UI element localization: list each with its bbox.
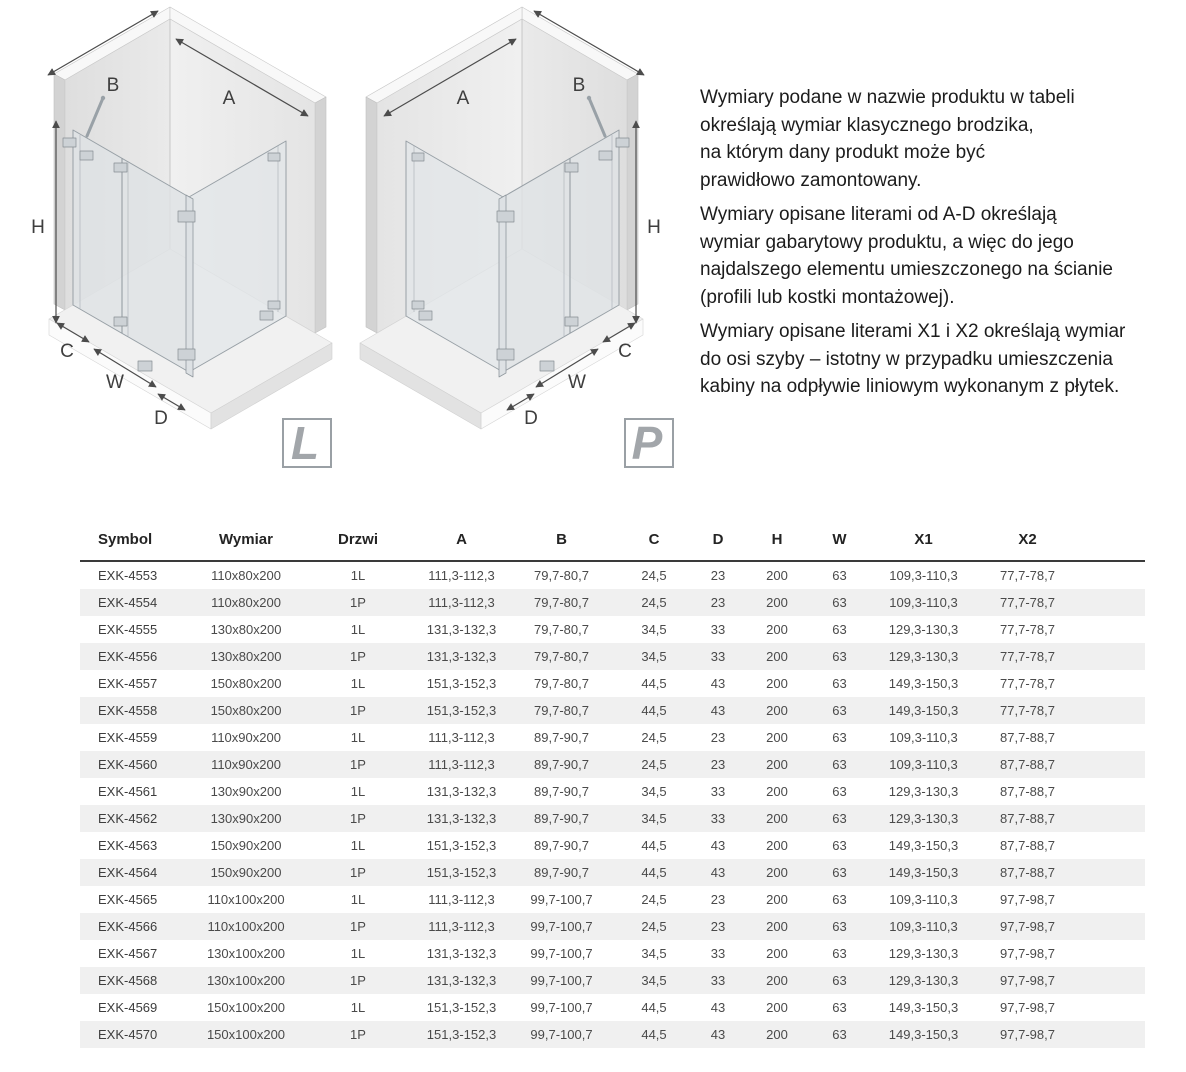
table-cell: 24,5	[641, 730, 667, 745]
floor-clamp	[260, 311, 273, 320]
table-cell: 150x80x200	[210, 703, 282, 718]
table-cell: 24,5	[641, 919, 667, 934]
table-cell: EXK-4561	[98, 784, 158, 799]
table-cell: 24,5	[641, 595, 667, 610]
door-handle-knob	[101, 96, 105, 100]
table-cell: 77,7-78,7	[1000, 649, 1055, 664]
column-header: W	[812, 518, 867, 561]
table-cell: 87,7-88,7	[1000, 811, 1055, 826]
table-row	[80, 643, 1145, 670]
table-cell: 150x90x200	[210, 838, 282, 853]
table-cell: 151,3-152,3	[426, 676, 497, 691]
table-cell: 44,5	[641, 1027, 667, 1042]
table-cell: 200	[766, 811, 788, 826]
table-cell: EXK-4567	[98, 946, 158, 961]
table-cell: 97,7-98,7	[1000, 1000, 1055, 1015]
hinge-bracket	[565, 317, 578, 326]
table-cell: 129,3-130,3	[888, 946, 959, 961]
table-cell: 1L	[350, 622, 366, 637]
table-cell: 24,5	[641, 892, 667, 907]
table-cell: 1P	[350, 757, 366, 772]
table-cell: 109,3-110,3	[889, 730, 958, 745]
table-cell: 77,7-78,7	[1000, 595, 1055, 610]
table-cell: 87,7-88,7	[1000, 838, 1055, 853]
table-cell: 63	[832, 649, 847, 664]
table-cell: 33	[710, 649, 726, 664]
table-cell: 63	[832, 973, 847, 988]
variant-badge-P	[624, 418, 674, 468]
variant-letter: P	[631, 417, 663, 469]
table-cell: 99,7-100,7	[530, 919, 593, 934]
table-cell: 44,5	[641, 703, 667, 718]
hinge-bracket	[80, 151, 93, 160]
table-cell: 89,7-90,7	[534, 811, 589, 826]
table-cell: 33	[710, 811, 726, 826]
table-cell: 79,7-80,7	[534, 703, 589, 718]
dimension-label-H: H	[31, 217, 45, 238]
table-cell: 97,7-98,7	[1000, 919, 1055, 934]
table-cell: 44,5	[641, 838, 667, 853]
table-cell: 149,3-150,3	[888, 838, 959, 853]
table-cell: 200	[766, 838, 788, 853]
table-cell: 200	[766, 730, 788, 745]
table-cell: 200	[766, 784, 788, 799]
table-cell: 111,3-112,3	[428, 568, 495, 583]
table-cell: 97,7-98,7	[1000, 946, 1055, 961]
wall-bracket	[412, 301, 424, 309]
table-cell: 34,5	[641, 649, 667, 664]
table-cell: 87,7-88,7	[1000, 757, 1055, 772]
table-cell: 151,3-152,3	[426, 703, 497, 718]
table-cell: 63	[832, 622, 847, 637]
wall-end-cap-right	[315, 97, 326, 333]
table-cell: 23	[710, 892, 726, 907]
table-row	[80, 697, 1145, 724]
table-cell: 43	[710, 676, 726, 691]
table-row	[80, 670, 1145, 697]
dimension-label-C: C	[618, 341, 632, 362]
table-cell: 130x100x200	[206, 973, 286, 988]
table-cell: 89,7-90,7	[534, 865, 589, 880]
spec-table-body	[80, 561, 1145, 1048]
table-row	[80, 724, 1145, 751]
table-cell: 110x90x200	[211, 757, 281, 772]
wall-bracket	[412, 153, 424, 161]
table-cell: 1L	[350, 730, 366, 745]
table-cell: EXK-4560	[98, 757, 158, 772]
spec-table	[80, 518, 1145, 1048]
post-bracket	[178, 349, 195, 360]
table-cell: 200	[766, 946, 788, 961]
table-cell: 44,5	[641, 1000, 667, 1015]
table-cell: 24,5	[641, 757, 667, 772]
shower-enclosure-drawing-L	[10, 5, 340, 470]
description-paragraph: Wymiary podane w nazwie produktu w tabeli określają wymiar klasycznego brodzika, na którym dany produkt może być prawidłowo zamontowany.	[700, 87, 1075, 191]
table-cell: 151,3-152,3	[426, 1000, 497, 1015]
hinge-bracket	[114, 163, 127, 172]
post-bracket	[497, 211, 514, 222]
table-cell: EXK-4557	[98, 676, 158, 691]
column-header: H	[742, 518, 812, 561]
dimension-label-W: W	[106, 372, 124, 393]
table-cell: 200	[766, 865, 788, 880]
table-cell: 200	[766, 649, 788, 664]
table-cell: 1L	[350, 892, 366, 907]
dimension-label-B: B	[106, 75, 120, 96]
table-cell: 63	[832, 811, 847, 826]
floor-clamp	[419, 311, 432, 320]
description	[700, 84, 1186, 408]
column-header: A	[414, 518, 509, 561]
table-cell: 151,3-152,3	[426, 1027, 497, 1042]
table-cell: 129,3-130,3	[888, 622, 959, 637]
hinge-bracket	[114, 317, 127, 326]
description-paragraph: Wymiary opisane literami X1 i X2 określają wymiar do osi szyby – istotny w przypadku umieszczenia kabiny na odpływie liniowym wykonanym z płytek.	[700, 321, 1126, 397]
table-cell: 63	[832, 730, 847, 745]
table-cell: 97,7-98,7	[1000, 1027, 1055, 1042]
table-cell: 23	[710, 595, 726, 610]
table-cell: 129,3-130,3	[888, 811, 959, 826]
table-cell: 77,7-78,7	[1000, 568, 1055, 583]
table-cell: 131,3-132,3	[426, 649, 497, 664]
table-cell: 63	[832, 676, 847, 691]
table-cell: 1P	[350, 649, 366, 664]
table-cell: 109,3-110,3	[889, 757, 958, 772]
variant-badge-L	[282, 418, 332, 468]
table-cell: 129,3-130,3	[888, 649, 959, 664]
table-cell: 130x90x200	[210, 784, 282, 799]
table-cell: EXK-4558	[98, 703, 158, 718]
table-cell: 109,3-110,3	[889, 595, 958, 610]
table-cell: 33	[710, 784, 726, 799]
table-cell: EXK-4564	[98, 865, 158, 880]
table-cell: 43	[710, 1027, 726, 1042]
table-row	[80, 913, 1145, 940]
table-cell: 200	[766, 757, 788, 772]
table-cell: 111,3-112,3	[428, 730, 495, 745]
table-cell: 23	[710, 730, 726, 745]
table-cell: 33	[710, 946, 726, 961]
variant-letter: L	[290, 417, 320, 469]
table-row	[80, 616, 1145, 643]
table-cell: 149,3-150,3	[888, 1000, 959, 1015]
table-cell: 63	[832, 757, 847, 772]
table-cell: 63	[832, 838, 847, 853]
table-row	[80, 778, 1145, 805]
table-cell: 149,3-150,3	[888, 676, 959, 691]
table-cell: 200	[766, 892, 788, 907]
table-row	[80, 886, 1145, 913]
table-cell: 200	[766, 703, 788, 718]
hinge-bracket	[599, 151, 612, 160]
table-cell: 43	[710, 703, 726, 718]
table-cell: 43	[710, 865, 726, 880]
table-cell: 79,7-80,7	[534, 568, 589, 583]
table-cell: 200	[766, 973, 788, 988]
table-cell: 34,5	[641, 973, 667, 988]
table-row	[80, 751, 1145, 778]
table-cell: 89,7-90,7	[534, 784, 589, 799]
table-cell: 200	[766, 622, 788, 637]
table-cell: 63	[832, 703, 847, 718]
floor-clamp	[540, 361, 554, 371]
table-cell: 44,5	[641, 865, 667, 880]
table-cell: 110x90x200	[211, 730, 281, 745]
table-cell: 99,7-100,7	[530, 892, 593, 907]
table-cell: 200	[766, 919, 788, 934]
door-handle-knob	[587, 96, 591, 100]
table-cell: 87,7-88,7	[1000, 865, 1055, 880]
table-cell: 111,3-112,3	[428, 892, 495, 907]
table-cell: 149,3-150,3	[888, 865, 959, 880]
table-cell: 151,3-152,3	[426, 865, 497, 880]
column-header: X1	[867, 518, 980, 561]
wall-bracket	[268, 153, 280, 161]
table-cell: 111,3-112,3	[428, 919, 495, 934]
table-cell: EXK-4559	[98, 730, 158, 745]
table-cell: 151,3-152,3	[426, 838, 497, 853]
dimension-label-C: C	[60, 341, 74, 362]
table-cell: 79,7-80,7	[534, 649, 589, 664]
description-paragraph: Wymiary opisane literami od A-D określają wymiar gabarytowy produktu, a więc do jego najdalszego elementu umieszczonego na ścianie (profili lub kostki montażowej).	[700, 204, 1113, 308]
table-cell: 63	[832, 946, 847, 961]
table-cell: 1P	[350, 973, 366, 988]
table-cell: 109,3-110,3	[889, 892, 958, 907]
table-cell: 131,3-132,3	[426, 784, 497, 799]
table-cell: 1L	[350, 568, 366, 583]
table-cell: 200	[766, 1000, 788, 1015]
table-cell: 1P	[350, 595, 366, 610]
table-cell: 97,7-98,7	[1000, 892, 1055, 907]
table-cell: EXK-4570	[98, 1027, 158, 1042]
table-cell: 63	[832, 784, 847, 799]
table-row	[80, 589, 1145, 616]
column-header: X2	[980, 518, 1145, 561]
table-cell: 63	[832, 595, 847, 610]
table-cell: 130x90x200	[210, 811, 282, 826]
table-cell: 150x100x200	[206, 1000, 286, 1015]
dimension-label-H: H	[647, 217, 661, 238]
post-bracket	[497, 349, 514, 360]
table-cell: EXK-4556	[98, 649, 158, 664]
table-cell: 200	[766, 568, 788, 583]
shower-enclosure-drawing-P	[352, 5, 682, 470]
table-row	[80, 1021, 1145, 1048]
diagram-left-variant	[10, 5, 340, 470]
table-cell: 1L	[350, 784, 366, 799]
table-header-row	[80, 518, 1145, 561]
table-row	[80, 859, 1145, 886]
column-header: Wymiar	[190, 518, 302, 561]
hinge-bracket	[565, 163, 578, 172]
post-bracket	[178, 211, 195, 222]
table-cell: 1P	[350, 1027, 366, 1042]
table-cell: 97,7-98,7	[1000, 973, 1055, 988]
table-cell: 44,5	[641, 676, 667, 691]
table-cell: EXK-4565	[98, 892, 158, 907]
table-cell: 130x100x200	[206, 946, 286, 961]
table-cell: 200	[766, 595, 788, 610]
table-cell: 23	[710, 757, 726, 772]
table-cell: 89,7-90,7	[534, 757, 589, 772]
table-cell: 33	[710, 622, 726, 637]
table-cell: 131,3-132,3	[426, 973, 497, 988]
table-cell: 99,7-100,7	[530, 973, 593, 988]
hinge-bracket	[616, 138, 629, 147]
column-header: B	[509, 518, 614, 561]
column-header: C	[614, 518, 694, 561]
table-cell: 79,7-80,7	[534, 595, 589, 610]
table-cell: 34,5	[641, 622, 667, 637]
table-cell: 43	[710, 1000, 726, 1015]
floor-clamp	[138, 361, 152, 371]
table-row	[80, 805, 1145, 832]
table-cell: EXK-4568	[98, 973, 158, 988]
table-row	[80, 967, 1145, 994]
wall-bracket	[268, 301, 280, 309]
table-cell: 79,7-80,7	[534, 622, 589, 637]
table-cell: 149,3-150,3	[888, 703, 959, 718]
table-cell: 110x100x200	[207, 892, 285, 907]
table-cell: 43	[710, 838, 726, 853]
column-header: Symbol	[80, 518, 190, 561]
table-cell: 130x80x200	[210, 622, 282, 637]
wall-end-cap-left	[366, 97, 377, 333]
table-cell: 131,3-132,3	[426, 811, 497, 826]
table-cell: 63	[832, 1027, 847, 1042]
table-cell: 79,7-80,7	[534, 676, 589, 691]
table-row	[80, 561, 1145, 589]
table-cell: EXK-4562	[98, 811, 158, 826]
dimension-label-A: A	[222, 88, 236, 109]
table-cell: 200	[766, 1027, 788, 1042]
table-cell: EXK-4566	[98, 919, 158, 934]
table-cell: 131,3-132,3	[426, 622, 497, 637]
table-cell: 99,7-100,7	[530, 1000, 593, 1015]
table-cell: 34,5	[641, 946, 667, 961]
table-cell: 110x100x200	[207, 919, 285, 934]
table-cell: 23	[710, 919, 726, 934]
table-cell: 131,3-132,3	[426, 946, 497, 961]
table-cell: 99,7-100,7	[530, 1027, 593, 1042]
dimension-label-W: W	[568, 372, 586, 393]
table-cell: 129,3-130,3	[888, 784, 959, 799]
table-cell: 63	[832, 568, 847, 583]
table-cell: 99,7-100,7	[530, 946, 593, 961]
table-cell: 1L	[350, 676, 366, 691]
table-cell: 63	[832, 865, 847, 880]
table-cell: EXK-4554	[98, 595, 158, 610]
table-cell: 87,7-88,7	[1000, 784, 1055, 799]
dimension-label-A: A	[456, 88, 470, 109]
table-cell: 1L	[350, 1000, 366, 1015]
table-cell: 34,5	[641, 784, 667, 799]
table-cell: 1L	[350, 946, 366, 961]
diagram-right-variant	[352, 5, 682, 470]
column-header: D	[694, 518, 742, 561]
table-cell: 1P	[350, 811, 366, 826]
table-cell: 1P	[350, 865, 366, 880]
table-cell: 110x80x200	[211, 568, 281, 583]
table-cell: 77,7-78,7	[1000, 703, 1055, 718]
table-cell: 63	[832, 892, 847, 907]
table-cell: 150x80x200	[210, 676, 282, 691]
table-row	[80, 994, 1145, 1021]
dimension-label-D: D	[524, 408, 538, 429]
table-cell: 129,3-130,3	[888, 973, 959, 988]
table-cell: 24,5	[641, 568, 667, 583]
table-cell: 87,7-88,7	[1000, 730, 1055, 745]
table-cell: 111,3-112,3	[428, 757, 495, 772]
table-row	[80, 832, 1145, 859]
table-cell: 110x80x200	[211, 595, 281, 610]
table-cell: 77,7-78,7	[1000, 676, 1055, 691]
table-cell: 149,3-150,3	[888, 1027, 959, 1042]
table-cell: EXK-4569	[98, 1000, 158, 1015]
table-cell: 63	[832, 919, 847, 934]
table-cell: 89,7-90,7	[534, 730, 589, 745]
column-header: Drzwi	[302, 518, 414, 561]
table-cell: EXK-4553	[98, 568, 158, 583]
table-cell: 77,7-78,7	[1000, 622, 1055, 637]
dimension-label-B: B	[572, 75, 586, 96]
table-cell: 1P	[350, 703, 366, 718]
table-cell: 150x90x200	[210, 865, 282, 880]
table-cell: 150x100x200	[206, 1027, 286, 1042]
table-cell: EXK-4563	[98, 838, 158, 853]
table-cell: 33	[710, 973, 726, 988]
table-cell: 200	[766, 676, 788, 691]
dimension-label-D: D	[154, 408, 168, 429]
table-cell: 109,3-110,3	[889, 568, 958, 583]
table-cell: 109,3-110,3	[889, 919, 958, 934]
table-cell: 1P	[350, 919, 366, 934]
hinge-bracket	[63, 138, 76, 147]
table-cell: 130x80x200	[210, 649, 282, 664]
table-cell: 34,5	[641, 811, 667, 826]
table-cell: 63	[832, 1000, 847, 1015]
table-cell: 89,7-90,7	[534, 838, 589, 853]
table-row	[80, 940, 1145, 967]
table-cell: EXK-4555	[98, 622, 158, 637]
table-cell: 1L	[350, 838, 366, 853]
table-cell: 23	[710, 568, 726, 583]
table-cell: 111,3-112,3	[428, 595, 495, 610]
